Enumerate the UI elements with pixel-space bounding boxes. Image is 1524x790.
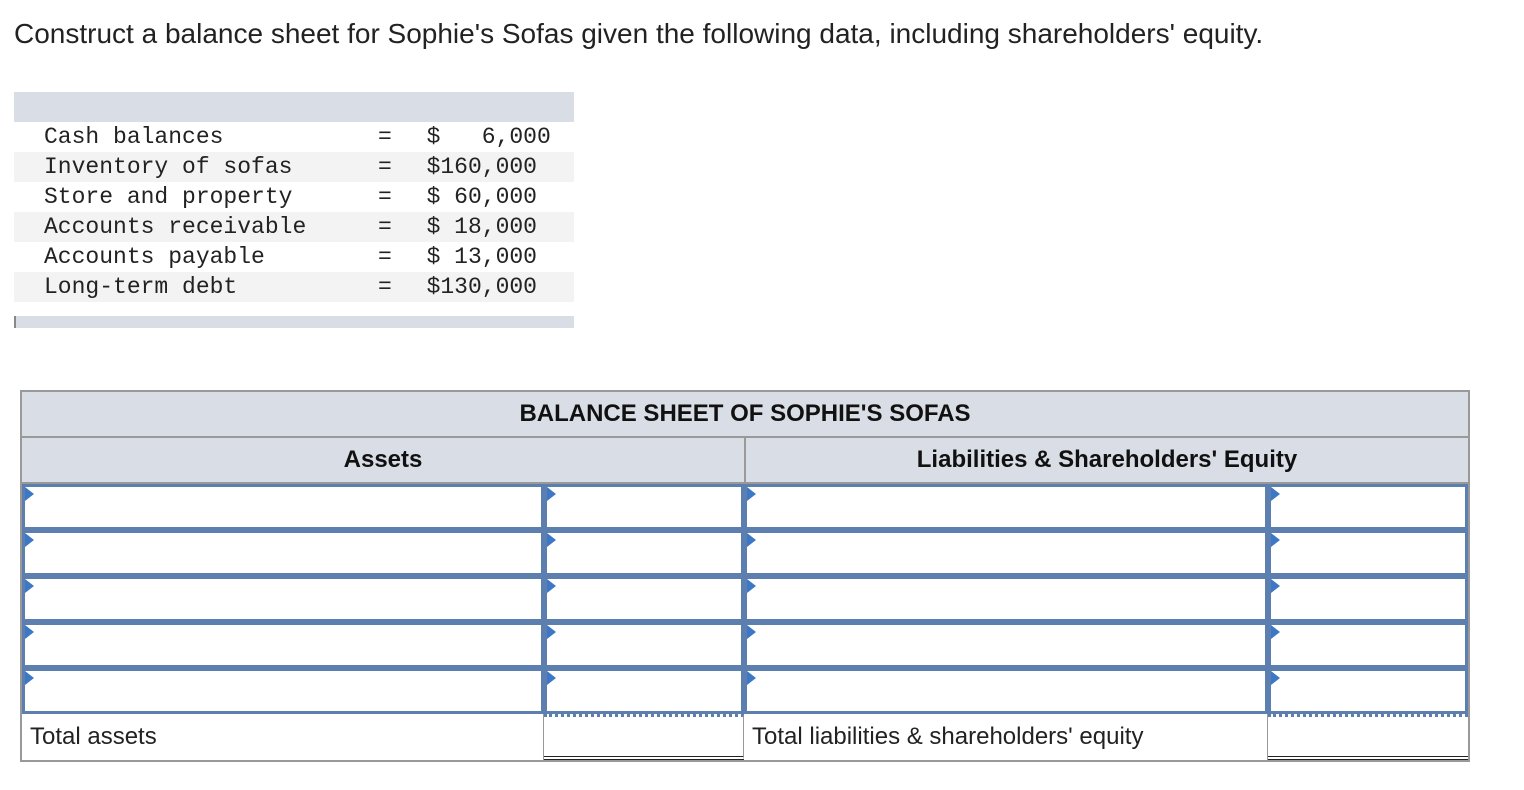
asset-name-dropdown[interactable] [22, 484, 544, 530]
data-row-long-term-debt [14, 272, 574, 302]
dropdown-marker-icon [25, 625, 34, 639]
equals-sign: = [378, 214, 392, 240]
liability-name-dropdown[interactable] [744, 576, 1268, 622]
data-row-cash [14, 122, 574, 152]
data-value: $130,000 [426, 274, 537, 300]
dropdown-marker-icon [1271, 671, 1280, 685]
asset-name-dropdown[interactable] [22, 530, 544, 576]
liability-amount-input[interactable] [1268, 484, 1468, 530]
data-label: Accounts payable [44, 244, 265, 270]
data-label: Inventory of sofas [44, 154, 293, 180]
equals-sign: = [378, 184, 392, 210]
data-row-store-property [14, 182, 574, 212]
assets-header: Assets [22, 438, 746, 482]
liability-name-dropdown[interactable] [744, 530, 1268, 576]
dropdown-marker-icon [1271, 625, 1280, 639]
data-label: Long-term debt [44, 274, 238, 300]
balance-sheet-row [22, 484, 1468, 530]
dropdown-marker-icon [25, 671, 34, 685]
balance-sheet-header-row [22, 438, 1468, 484]
totals-row [22, 714, 1468, 760]
dropdown-marker-icon [547, 625, 556, 639]
data-value: $ 18,000 [426, 214, 537, 240]
asset-amount-input[interactable] [544, 530, 744, 576]
data-rows [14, 122, 574, 302]
data-label: Cash balances [44, 124, 224, 150]
data-row-payable [14, 242, 574, 272]
asset-amount-input[interactable] [544, 484, 744, 530]
equals-sign: = [378, 124, 392, 150]
liability-name-dropdown[interactable] [744, 622, 1268, 668]
dropdown-marker-icon [1271, 533, 1280, 547]
balance-sheet-title: BALANCE SHEET OF SOPHIE'S SOFAS [22, 392, 1468, 438]
liability-name-dropdown[interactable] [744, 668, 1268, 714]
asset-name-dropdown[interactable] [22, 576, 544, 622]
dropdown-marker-icon [1271, 579, 1280, 593]
total-liabilities-label: Total liabilities & shareholders' equity [744, 714, 1268, 760]
question-text: Construct a balance sheet for Sophie's Sofas given the following data, including shareholders' equity. [14, 18, 1264, 49]
balance-sheet-table [20, 390, 1470, 762]
asset-amount-input[interactable] [544, 576, 744, 622]
liability-amount-input[interactable] [1268, 576, 1468, 622]
total-liabilities-value [1268, 714, 1468, 760]
equals-sign: = [378, 244, 392, 270]
asset-amount-input[interactable] [544, 622, 744, 668]
dropdown-marker-icon [547, 671, 556, 685]
balance-sheet-row [22, 668, 1468, 714]
dropdown-marker-icon [25, 533, 34, 547]
balance-sheet-row [22, 622, 1468, 668]
data-value: $160,000 [426, 154, 537, 180]
dropdown-marker-icon [547, 579, 556, 593]
dropdown-marker-icon [25, 487, 34, 501]
data-label: Accounts receivable [44, 214, 307, 240]
total-assets-value [544, 714, 744, 760]
asset-amount-input[interactable] [544, 668, 744, 714]
liabilities-header: Liabilities & Shareholders' Equity [916, 446, 1298, 473]
balance-sheet-row [22, 530, 1468, 576]
dropdown-marker-icon [747, 625, 756, 639]
data-row-receivable [14, 212, 574, 242]
asset-name-dropdown[interactable] [22, 668, 544, 714]
data-value: $ 6,000 [426, 124, 551, 150]
liability-amount-input[interactable] [1268, 530, 1468, 576]
dropdown-marker-icon [747, 671, 756, 685]
liability-name-dropdown[interactable] [744, 484, 1268, 530]
dropdown-marker-icon [747, 487, 756, 501]
equals-sign: = [378, 274, 392, 300]
dropdown-marker-icon [547, 533, 556, 547]
asset-name-dropdown[interactable] [22, 622, 544, 668]
equals-sign: = [378, 154, 392, 180]
total-assets-label: Total assets [22, 714, 544, 760]
data-value: $ 60,000 [426, 184, 537, 210]
given-data-table [14, 92, 574, 328]
data-value: $ 13,000 [426, 244, 537, 270]
dropdown-marker-icon [25, 579, 34, 593]
data-table-header [14, 92, 574, 122]
dropdown-marker-icon [1271, 487, 1280, 501]
dropdown-marker-icon [747, 579, 756, 593]
liability-amount-input[interactable] [1268, 668, 1468, 714]
data-label: Store and property [44, 184, 293, 210]
balance-sheet-row [22, 576, 1468, 622]
liability-amount-input[interactable] [1268, 622, 1468, 668]
data-table-footer [14, 316, 574, 328]
dropdown-marker-icon [747, 533, 756, 547]
dropdown-marker-icon [547, 487, 556, 501]
data-row-inventory [14, 152, 574, 182]
